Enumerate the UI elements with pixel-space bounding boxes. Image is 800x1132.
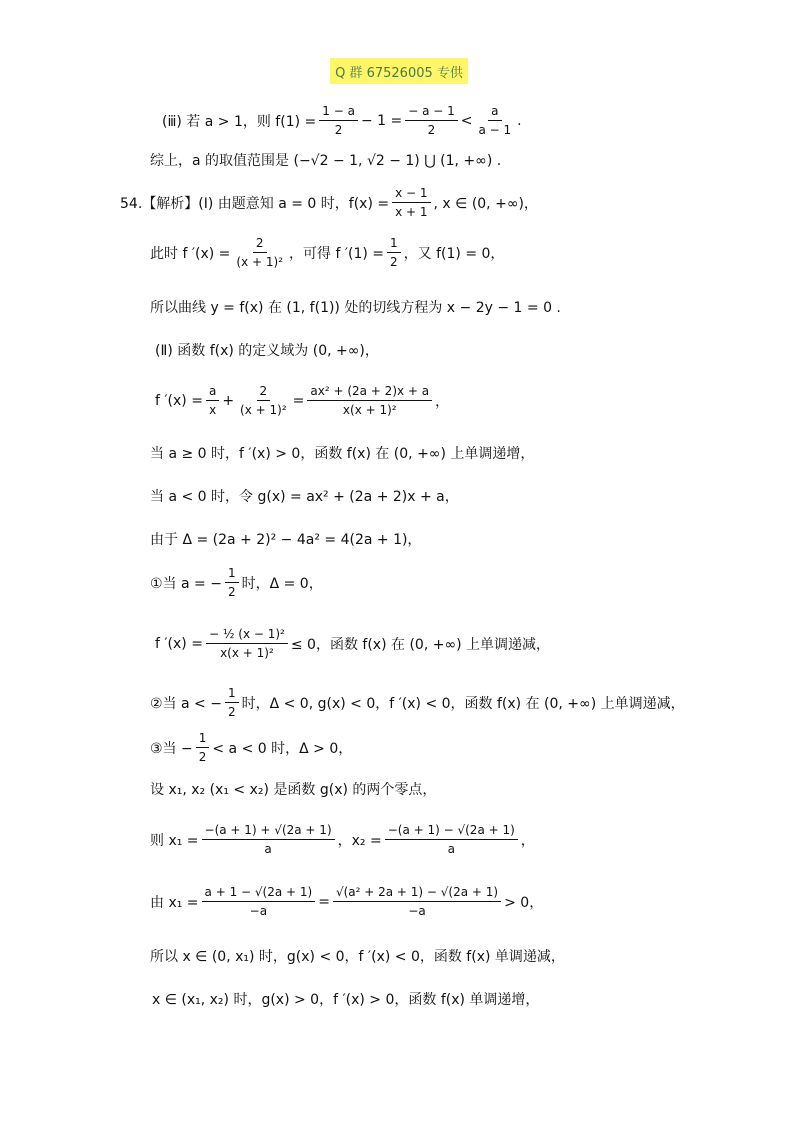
text-segment: 由 x₁ = — [150, 894, 199, 911]
fraction — [319, 104, 358, 137]
text-segment: ， — [520, 832, 535, 849]
line-case-1-derivative — [155, 627, 550, 660]
numerator: x − 1 — [392, 186, 430, 203]
text-segment: ①当 a = − — [150, 575, 222, 592]
text-segment: < a < 0 时，Δ > 0， — [212, 740, 353, 757]
numerator: 1 — [225, 686, 239, 703]
numerator: 2 — [253, 236, 267, 253]
line-problem-54-part-1 — [120, 186, 538, 219]
text-segment: 所以 x ∈ (0, x₁) 时，g(x) < 0，f ′(x) < 0，函数 f(x) 单调递减， — [150, 949, 565, 965]
denominator: a — [264, 842, 272, 856]
denominator: −a — [408, 904, 426, 918]
fraction — [202, 885, 316, 918]
text-segment: − 1 = — [360, 112, 403, 129]
text-segment: 则 x₁ = — [150, 832, 199, 849]
line-case-iii — [162, 104, 522, 137]
numerator: −(a + 1) + √(2a + 1) — [202, 823, 335, 840]
denominator: x(x + 1)² — [220, 646, 274, 660]
fraction — [206, 627, 288, 660]
line-roots — [150, 823, 535, 856]
denominator: (x + 1)² — [240, 403, 287, 417]
text-segment: 所以曲线 y = f(x) 在 (1, f(1)) 处的切线方程为 x − 2y − 1 = 0 . — [150, 300, 561, 316]
text-segment: 由于 Δ = (2a + 2)² − 4a² = 4(2a + 1)， — [150, 532, 422, 548]
text-segment: + — [222, 392, 235, 409]
watermark-banner: Q 群 67526005 专供 — [330, 58, 468, 84]
denominator: −a — [249, 904, 268, 918]
numerator: a — [488, 104, 501, 121]
denominator: x + 1 — [395, 205, 428, 219]
text-segment: ≤ 0，函数 f(x) 在 (0, +∞) 上单调递减， — [290, 636, 551, 653]
text-segment: ，又 f(1) = 0， — [403, 245, 505, 262]
numerator: 1 − a — [319, 104, 358, 121]
denominator: x(x + 1)² — [342, 403, 397, 417]
line-interval-increasing — [152, 989, 539, 1009]
fraction — [237, 384, 290, 417]
line-part-2-domain — [155, 340, 379, 360]
text-segment: , x ∈ (0, +∞)， — [433, 195, 538, 212]
text-segment: . — [517, 112, 522, 129]
text-segment: x ∈ (x₁, x₂) 时，g(x) > 0，f ′(x) > 0，函数 f(x) 单调递增， — [152, 992, 540, 1008]
denominator: x — [209, 403, 217, 417]
text-segment: 当 a < 0 时，令 g(x) = ax² + (2a + 2)x + a， — [150, 489, 459, 505]
text-segment: 此时 f ′(x) = — [150, 245, 231, 262]
denominator: (x + 1)² — [236, 255, 283, 269]
line-case-a-negative — [150, 486, 459, 506]
fraction — [196, 731, 210, 764]
fraction — [202, 823, 335, 856]
text-segment: ，可得 f ′(1) = — [289, 245, 385, 262]
fraction — [233, 236, 286, 269]
line-zeros — [150, 779, 436, 799]
text-segment: 综上，a 的取值范围是 (−√2 − 1, √2 − 1) ⋃ (1, +∞) . — [150, 153, 502, 169]
fraction — [206, 384, 219, 417]
text-segment: 时，Δ < 0, g(x) < 0，f ′(x) < 0，函数 f(x) 在 (0, +∞) 上单调递减， — [241, 695, 685, 712]
fraction — [307, 384, 432, 417]
numerator: −(a + 1) − √(2a + 1) — [385, 823, 518, 840]
line-case-3 — [150, 731, 352, 764]
text-segment: 设 x₁, x₂ (x₁ < x₂) 是函数 g(x) 的两个零点， — [150, 782, 437, 798]
text-segment: > 0， — [504, 894, 544, 911]
line-case-1 — [150, 566, 323, 599]
text-segment: (Ⅱ) 函数 f(x) 的定义域为 (0, +∞)， — [155, 343, 379, 359]
fraction — [392, 186, 430, 219]
text-segment: ③当 − — [150, 740, 193, 757]
numerator: − ½ (x − 1)² — [206, 627, 288, 644]
line-summary-range — [150, 150, 501, 170]
text-segment: 54.【解析】(Ⅰ) 由题意知 a = 0 时，f(x) = — [120, 195, 390, 212]
denominator: 2 — [227, 705, 236, 719]
denominator: 2 — [198, 750, 207, 764]
numerator: 1 — [225, 566, 239, 583]
text-segment: = — [292, 392, 305, 409]
denominator: a − 1 — [478, 123, 512, 137]
numerator: a + 1 − √(2a + 1) — [202, 885, 316, 902]
fraction — [405, 104, 458, 137]
line-root-positive — [150, 885, 543, 918]
numerator: 1 — [196, 731, 210, 748]
fraction — [385, 823, 518, 856]
numerator: √(a² + 2a + 1) − √(2a + 1) — [333, 885, 501, 902]
text-segment: ，x₂ = — [337, 832, 382, 849]
fraction — [333, 885, 501, 918]
text-segment: < — [460, 112, 473, 129]
fraction — [225, 686, 239, 719]
line-derivative-general — [155, 384, 449, 417]
fraction — [387, 236, 401, 269]
denominator: 2 — [227, 585, 236, 599]
denominator: 2 — [390, 255, 398, 269]
text-segment: f ′(x) = — [155, 635, 203, 652]
denominator: a — [447, 842, 455, 856]
denominator: 2 — [427, 123, 436, 137]
text-segment: 时，Δ = 0， — [241, 575, 323, 592]
line-interval-decreasing — [150, 946, 565, 966]
line-derivative-at-1 — [150, 236, 504, 269]
text-segment: = — [318, 893, 330, 910]
line-discriminant — [150, 529, 421, 549]
denominator: 2 — [334, 123, 343, 137]
numerator: ax² + (2a + 2)x + a — [307, 384, 432, 401]
text-segment: ， — [435, 393, 450, 410]
text-segment: f ′(x) = — [155, 392, 203, 409]
numerator: 1 — [387, 236, 401, 253]
fraction — [225, 566, 239, 599]
line-case-a-nonnegative — [150, 443, 534, 463]
line-tangent-equation — [150, 297, 561, 317]
line-case-2 — [150, 686, 685, 719]
text-segment: ②当 a < − — [150, 695, 222, 712]
text-segment: 当 a ≥ 0 时，f ′(x) > 0，函数 f(x) 在 (0, +∞) 上单调递增， — [150, 446, 535, 462]
text-segment: (ⅲ) 若 a > 1，则 f(1) = — [162, 113, 317, 130]
numerator: − a − 1 — [405, 104, 458, 121]
fraction — [476, 104, 515, 137]
numerator: 2 — [257, 384, 271, 401]
numerator: a — [206, 384, 219, 401]
